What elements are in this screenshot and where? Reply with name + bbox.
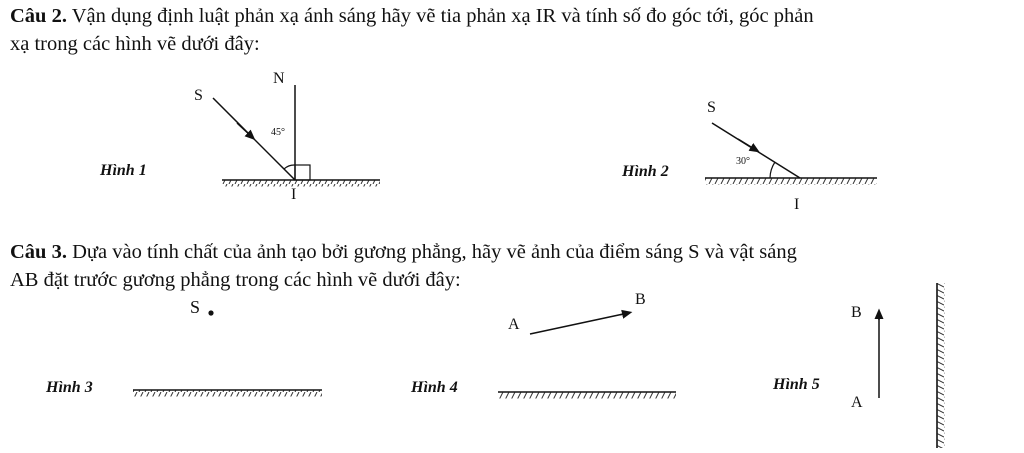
figure-5-end-label: B xyxy=(851,304,862,321)
figure-3-point-label: S xyxy=(190,297,201,317)
question-2-line-2: xạ trong các hình vẽ dưới đây: xyxy=(10,33,260,55)
figure-4-arrow xyxy=(620,313,628,315)
figure-1-angle-arc xyxy=(284,165,295,169)
figure-5-caption: Hình 5 xyxy=(773,376,820,393)
figure-4-start-label: A xyxy=(508,316,520,333)
figure-1-ray-label: S xyxy=(194,87,203,104)
figure-2 xyxy=(705,123,877,185)
figure-5-start-label: A xyxy=(851,394,863,411)
figure-1-right-angle xyxy=(295,165,310,180)
figure-1-normal-label: N xyxy=(273,70,285,87)
figure-2-angle-label: 30° xyxy=(736,156,750,167)
figure-1-incident-ray xyxy=(213,98,295,180)
figure-5-mirror-hatch xyxy=(938,283,945,448)
figure-4 xyxy=(498,313,676,399)
figure-4-mirror-hatch xyxy=(498,393,676,399)
figure-2-point-label: I xyxy=(794,196,800,213)
figure-2-incident-ray xyxy=(712,123,800,178)
figure-3 xyxy=(133,310,322,396)
question-3-line-2: AB đặt trước gương phẳng trong các hình vẽ dưới đây: xyxy=(10,269,461,291)
figure-1-point-label: I xyxy=(291,186,297,203)
figure-4-end-label: B xyxy=(635,291,646,308)
figure-1 xyxy=(213,85,380,187)
figure-1-ray-arrow xyxy=(237,123,252,137)
figure-2-mirror-hatch xyxy=(705,179,877,185)
figure-3-mirror-hatch xyxy=(133,391,322,397)
question-2-number: Câu 2. xyxy=(10,5,67,27)
question-3-text: Dựa vào tính chất của ảnh tạo bởi gương phẳng, hãy vẽ ảnh của điểm sáng S và vật sáng xyxy=(66,241,797,263)
figure-1-angle-label: 45° xyxy=(271,127,285,138)
figure-5 xyxy=(879,283,945,448)
figure-3-point-s xyxy=(208,310,213,315)
question-3-number: Câu 3. xyxy=(10,241,67,263)
figure-1-mirror-hatch xyxy=(222,181,380,187)
figure-2-caption: Hình 2 xyxy=(622,163,669,180)
figure-3-caption: Hình 3 xyxy=(46,379,93,396)
figure-1-caption: Hình 1 xyxy=(100,162,147,179)
figure-2-ray-arrow xyxy=(738,139,756,150)
figure-2-angle-arc xyxy=(770,162,775,178)
figure-4-caption: Hình 4 xyxy=(411,379,458,396)
figure-2-ray-label: S xyxy=(707,99,716,116)
question-2-text: Vận dụng định luật phản xạ ánh sáng hãy vẽ tia phản xạ IR và tính số đo góc tới, góc phản xyxy=(66,5,814,27)
figure-4-object-ab xyxy=(530,313,628,334)
